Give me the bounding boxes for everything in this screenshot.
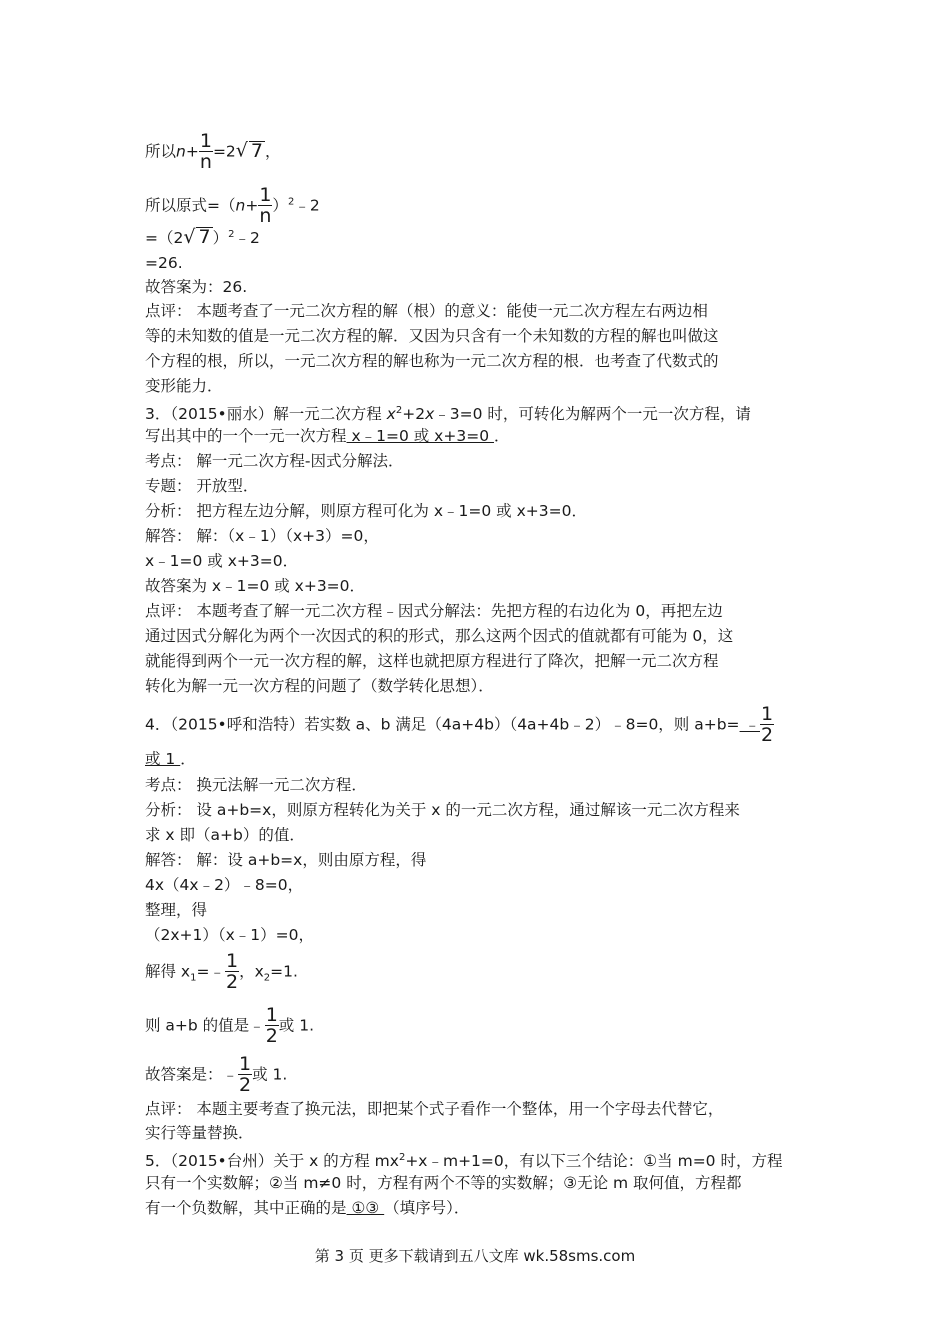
question-3: 3．（2015•丽水）解一元二次方程 $x^2+2x﹣3=0$ 时，可转化为解两个一元一次方程，请 [145,405,751,424]
text-line: 点评： 本题考查了一元二次方程的解（根）的意义：能使一元二次方程左右两边相 [145,302,708,320]
text-line: 就能得到两个一元一次方程的解，这样也就把原方程进行了降次，把解一元二次方程 [145,652,719,670]
text-line: 通过因式分解化为两个一次因式的积的形式，那么这两个因式的值就都有可能为 0，这 [145,627,734,645]
text-line: 个方程的根，所以，一元二次方程的解也称为一元二次方程的根．也考查了代数式的 [145,352,719,370]
text-line: 专题： 开放型． [145,477,259,495]
answer-blank: 或 1 [145,750,181,768]
answer-blank: ①③ [346,1199,385,1217]
text-line: 所以n+ $\frac{1}{n}$ =2√ 7 ， [145,130,281,173]
text-line: 故答案是：﹣ $\frac{1}{2}$ 或 1. [145,1053,288,1096]
fraction: $\frac{1}{n}$ [199,130,212,173]
text-line: 4x（4x﹣2）﹣8=0， [145,876,304,894]
text-line: 解答： 解：设 a+b=x，则由原方程，得 [145,851,427,869]
fraction: $\frac{1}{2}$ [761,703,774,746]
question-5: 5．（2015•台州）关于 x 的方程 $mx^2+x﹣m+1=0$，有以下三个结论：①当 m=0 时，方程 [145,1152,783,1171]
text-line: 分析： 设 a+b=x，则原方程转化为关于 x 的一元二次方程，通过解该一元二次方程来 [145,801,740,819]
text-line: 点评： 本题主要考查了换元法，即把某个式子看作一个整体，用一个字母去代替它， [145,1100,724,1118]
text-line: 转化为解一元一次方程的问题了（数学转化思想）． [145,677,494,695]
text-line: =26. [145,254,183,272]
sqrt-sign: √ [235,139,248,162]
answer-blank: x﹣1=0 或 x+3=0 [346,427,494,445]
text-line: x﹣1=0 或 x+3=0． [145,552,299,570]
fraction: $\frac{1}{2}$ [225,950,239,993]
text-line: 或 1 ． [145,750,196,768]
question-4: 4．（2015•呼和浩特）若实数 a、b 满足（4a+4b）（4a+4b﹣2）﹣8=0，则 a+b= ﹣ $\frac{1}{2}$ [145,703,774,746]
text-line: 所以原式=（n+ $\frac{1}{n}$ ）$^2$﹣2 [145,184,320,227]
text-line: 点评： 本题考查了解一元二次方程﹣因式分解法：先把方程的右边化为 0，再把左边 [145,602,723,620]
text-line: 等的未知数的值是一元二次方程的解．又因为只含有一个未知数的方程的解也叫做这 [145,327,719,345]
text-line: 故答案为：26. [145,278,248,296]
text-line: 考点： 解一元二次方程-因式分解法． [145,452,404,470]
answer-blank: ﹣ [739,715,760,734]
text-line: 分析： 把方程左边分解，则原方程可化为 x﹣1=0 或 x+3=0． [145,502,587,520]
fraction: $\frac{1}{2}$ [265,1004,278,1047]
text-line: 整理，得 [145,901,208,919]
page-footer: 第 3 页 更多下载请到五八文库 wk.58sms.com [314,1247,636,1265]
text-line: 实行等量替换． [145,1124,254,1142]
text-line: 故答案为 x﹣1=0 或 x+3=0． [145,577,366,595]
text-line: 求 x 即（a+b）的值． [145,826,305,844]
fraction: $\frac{1}{2}$ [239,1053,252,1096]
text-line: 有一个负数解，其中正确的是 ①③ （填序号）． [145,1199,470,1217]
text-line: （2x+1）（x﹣1）=0， [145,926,315,944]
text-line: 解答： 解：（x﹣1）（x+3）=0， [145,527,379,545]
text-line: 写出其中的一个一元一次方程 x﹣1=0 或 x+3=0 ． [145,427,510,445]
text-line: 变形能力． [145,377,223,395]
text-line: 只有一个实数解；②当 m≠0 时，方程有两个不等的实数解；③无论 m 取何值，方程都 [145,1174,742,1192]
text-line: 考点： 换元法解一元二次方程． [145,776,367,794]
text-line: 则 a+b 的值是﹣ $\frac{1}{2}$ 或 1. [145,1004,314,1047]
text-line: 解得 $x_1=﹣$ $\frac{1}{2}$ ，$x_2=1$. [145,950,298,993]
fraction: $\frac{1}{n}$ [259,184,272,227]
text-line: =（2√ 7 ）$^2$﹣2 [145,226,260,249]
